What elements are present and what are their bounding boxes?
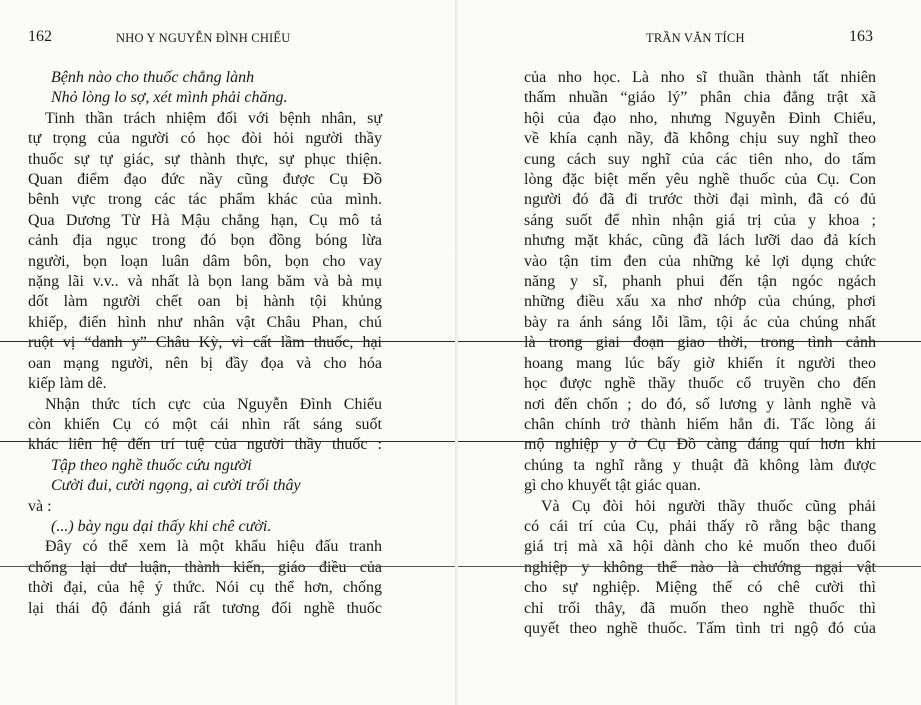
text-line: Nhỏ lòng lo sợ, xét mình phải chăng. [51,89,288,107]
text-line: của nho học. Là nho sĩ thuần thành tất nhiên [524,69,876,86]
text-line: năng y sĩ, phanh phui đến tận ngóc ngách [524,273,876,291]
text-line: cung cách suy nghĩ của các tiên nho, do tấm [524,150,876,168]
text-line: còn khiến Cụ có một cái nhìn rất sáng suốt [28,415,382,433]
text-line: người, bọn loạn luân dâm bôn, bọn cho vay [28,252,382,270]
text-line: về khía cạnh nầy, đã không chịu suy nghĩ theo [524,130,876,148]
scan-line [458,441,921,442]
text-line: lòng đặc biệt mến yêu nghề thuốc của Cụ. Con [524,171,876,189]
text-line: là trong giai đoạn giao thời, trong tình cảnh [524,334,876,352]
text-line: ruột vị “danh y” Châu Kỳ, vì cất lầm thuốc, hại [28,334,382,352]
scan-line [0,341,455,342]
text-line: và : [28,497,52,515]
text-line: vào tận tim đen của những kẻ lợi dụng chức [524,252,876,270]
right-page [458,0,921,705]
text-line: giá trị mà xã hội dành cho kẻ muốn theo đuổi [524,538,876,556]
text-line: chống lại dư luận, thành kiến, giáo điều của [28,558,382,576]
text-line: sáng suốt để nhìn nhận giá trị của y khoa ; [524,211,876,229]
text-line: chân chính trở thành hiếm hẳn đi. Tấc lòng ái [524,415,876,433]
text-line: mộ nghiệp y ở Cụ Đồ càng đáng quí hơn khi [524,436,876,454]
text-line: thuốc sự tự giác, sự thành thực, sự phục thiện. [28,150,382,168]
text-line: nghiệp y không thể nào là chướng ngại vật [524,558,876,576]
text-line: hội của đạo nho, nhưng Nguyễn Đình Chiểu, [524,109,876,127]
left-page [0,0,455,705]
running-head: NHO Y NGUYỄN ĐÌNH CHIỂU [116,31,291,45]
text-line: cho sự nghiệp. Miệng thế có chê cười thì [524,579,876,597]
text-line: nơi đến chốn ; do đó, số lương y lành nghề và [524,395,876,413]
text-line: kiếp làm dê. [28,375,107,393]
running-head: TRẦN VĂN TÍCH [646,31,745,45]
text-line: chỉ trối thây, đã muốn theo nghề thuốc thì [524,599,876,617]
body-text [28,68,382,619]
scan-line [0,566,455,567]
text-line: khác liên hệ đến trí tuệ của người thầy thuốc : [28,436,382,454]
text-line: khiếp, điển hình như nhân vật Châu Phan, chú [28,313,382,331]
text-line: (...) bày ngu dại thấy khi chê cười. [51,517,272,535]
text-line: quyết theo nghề thuốc. Tấm tình tri ngộ đó của [524,619,876,637]
body-text [524,68,876,639]
scan-line [458,341,921,342]
text-line: có cái trí của Cụ, phải thấy rõ rằng bậc thang [524,517,876,535]
text-line: thời đại, của hệ ý thức. Nói cụ thể hơn, chống [28,579,382,597]
scan-line [0,441,455,442]
text-line: bày ra ánh sáng lỗi lầm, tội ác của chúng nhất [524,313,876,331]
text-line: Cười đui, cười ngọng, ai cười trối thây [51,477,301,495]
text-line: cảnh địa ngục trong đó bọn đồng bóng lừa [28,232,382,250]
text-line: nặng lãi v.v.. và nhất là bọn lang băm và bà mụ [28,273,382,291]
text-line: Nhận thức tích cực của Nguyễn Đình Chiểu [45,395,382,413]
text-line: người đó đã đi trước thời đại mình, đã có đủ [524,191,876,209]
page-number: 163 [849,28,873,45]
text-line: oan mạng người, nên bị đầy đọa và cho hóa [28,354,382,372]
page-number: 162 [28,28,52,45]
text-line: nhưng mặt khác, cũng đã lách lưỡi dao đả kích [524,232,876,250]
text-line: Đây có thể xem là một khẩu hiệu đấu tranh [45,538,382,556]
text-line: những điều xấu xa nhơ nhớp của chúng, phơi [524,293,876,311]
text-line: chúng ta nghĩ rằng y thuật đã không làm được [524,456,876,474]
text-line: tự trọng của người có học đòi hỏi người thầy [28,130,382,148]
text-line: Qua Dương Từ Hà Mậu chẳng hạn, Cụ mô tả [28,211,382,229]
text-line: gì cho khuyết tật giác quan. [524,477,701,495]
text-line: học được nghề thầy thuốc cổ truyền cho đến [524,375,876,393]
text-line: Tinh thần trách nhiệm đối với bệnh nhân, sự [45,109,382,127]
text-line: hoang mang lúc bấy giờ khiến ít người theo [524,354,876,372]
text-line: thấm nhuần “giáo lý” phân chia đẳng trật xã [524,89,876,107]
text-line: Quan điểm đạo đức nầy cũng được Cụ Đồ [28,171,382,189]
text-line: Và Cụ đòi hỏi người thầy thuốc cũng phải [541,497,876,515]
text-line: Tập theo nghề thuốc cứu người [51,456,252,474]
text-line: dốt làm người chết oan bị hành tội khủng [28,293,382,311]
text-line: bênh vực trong các tác phẩm khác của mình. [28,191,382,209]
text-line: lại thái độ đánh giá rất tương đối nghề thuốc [28,599,382,617]
text-line: Bệnh nào cho thuốc chẳng lành [51,69,255,86]
scan-line [458,566,921,567]
